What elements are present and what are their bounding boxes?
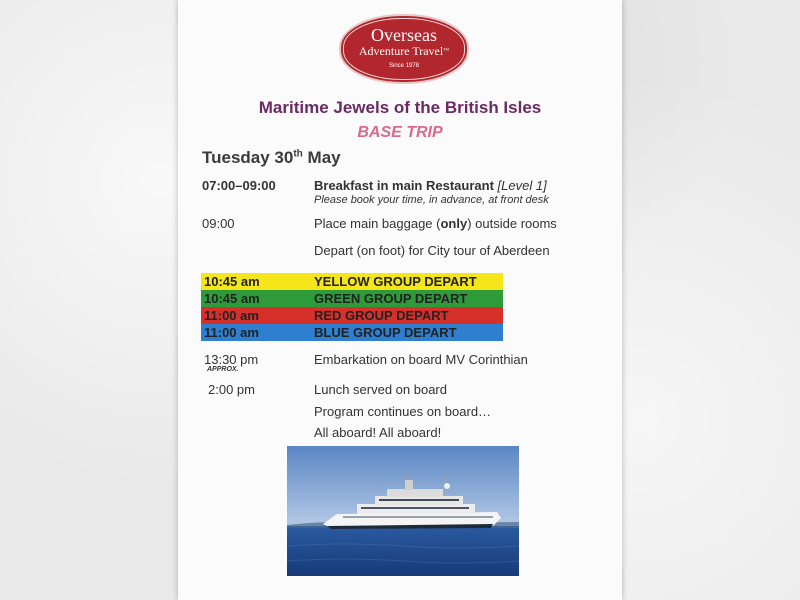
logo-line2: Adventure Travel™ [358, 44, 450, 58]
lunch-time: 2:00 pm [208, 382, 255, 397]
group-band-red [201, 307, 503, 324]
breakfast-note: Please book your time, in advance, at front desk [314, 194, 549, 206]
ship-illustration [287, 446, 519, 576]
group-label: YELLOW GROUP DEPART [314, 274, 477, 289]
group-band-blue [201, 324, 503, 341]
overseas-adventure-travel-logo [339, 14, 469, 84]
group-band-green [201, 290, 503, 307]
lunch-text: Lunch served on board [314, 382, 447, 397]
depart-text: Depart (on foot) for City tour of Aberdeen [314, 243, 550, 258]
breakfast-time: 07:00–09:00 [202, 178, 276, 193]
trip-title: Maritime Jewels of the British Isles [258, 98, 542, 117]
group-time: 11:00 am [204, 308, 259, 323]
group-time: 10:45 am [204, 291, 260, 306]
aboard-text: All aboard! All aboard! [314, 425, 442, 440]
day-heading: Tuesday 30th May [202, 148, 341, 167]
program-text: Program continues on board… [314, 404, 492, 419]
logo-since: Since 1978 [388, 63, 420, 69]
baggage-time: 09:00 [202, 216, 235, 231]
breakfast-line: Breakfast in main Restaurant [Level 1] [314, 178, 547, 193]
trip-subtitle: BASE TRIP [357, 124, 443, 141]
embark-text: Embarkation on board MV Corinthian [314, 352, 528, 367]
group-label: GREEN GROUP DEPART [314, 291, 468, 306]
group-label: RED GROUP DEPART [314, 308, 449, 323]
baggage-text: Place main baggage (only) outside rooms [314, 216, 557, 231]
embark-time: 13:30 pm [204, 352, 259, 367]
cruise-ship-photo [287, 446, 519, 576]
group-time: 10:45 am [204, 274, 260, 289]
logo-line1: Overseas [371, 25, 437, 45]
group-time: 11:00 am [204, 325, 259, 340]
embark-approx: APPROX. [207, 366, 239, 373]
group-band-yellow [201, 273, 503, 290]
group-label: BLUE GROUP DEPART [314, 325, 457, 340]
